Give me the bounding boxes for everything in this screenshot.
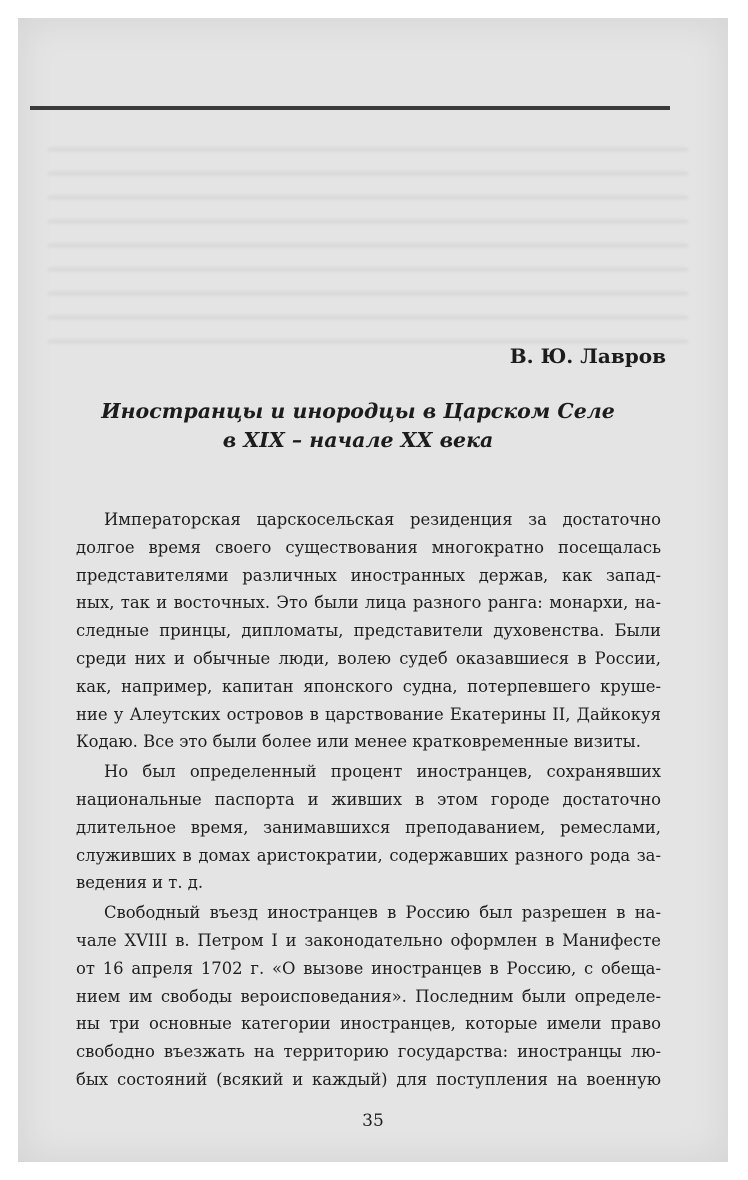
paragraph <box>76 758 661 897</box>
text-line: бых состояний (всякий и каждый) для поступления на военную <box>76 1069 661 1089</box>
article-body <box>76 506 661 1094</box>
text-line: Свободный въезд иностранцев в Россию был разрешен в на- <box>104 903 661 923</box>
paragraph <box>76 506 661 756</box>
page-number: 35 <box>362 1111 384 1131</box>
text-line: длительное время, занимавшихся преподаванием, ремеслами, <box>76 817 661 837</box>
text-line: свободно въезжать на территорию государства: иностранцы лю- <box>76 1042 661 1062</box>
text-line: следные принцы, дипломаты, представители духовенства. Были <box>76 621 661 641</box>
show-through-text <box>48 138 688 358</box>
text-line: Императорская царскосельская резиденция за достаточно <box>104 510 661 529</box>
text-line: долгое время своего существования многократно посещалась <box>76 537 661 557</box>
text-line: ны три основные категории иностранцев, которые имели право <box>76 1014 661 1034</box>
text-line: среди них и обычные люди, волею судеб оказавшиеся в России, <box>76 648 661 668</box>
text-line: ние у Алеутских островов в царствование Екатерины II, Дайкокуя <box>76 704 661 724</box>
text-line: ведения и т. д. <box>76 873 204 893</box>
author-name: В. Ю. Лавров <box>509 344 666 368</box>
text-line: нием им свободы вероисповедания». Последним были определе- <box>76 986 661 1006</box>
text-line: ных, так и восточных. Это были лица разного ранга: монархи, на- <box>76 593 661 613</box>
article-title-line-1: Иностранцы и инородцы в Царском Селе <box>101 399 615 423</box>
text-line: чале XVIII в. Петром I и законодательно оформлен в Манифесте <box>76 930 661 950</box>
text-line: Кодаю. Все это были более или менее кратковременные визиты. <box>76 732 641 752</box>
text-line: от 16 апреля 1702 г. «О вызове иностранцев в Россию, с обеща- <box>76 958 661 978</box>
text-line: национальные паспорта и живших в этом городе достаточно <box>76 789 661 809</box>
text-line: представителями различных иностранных держав, как запад- <box>76 565 661 585</box>
article-title-line-2: в XIX – начале XX века <box>222 428 494 452</box>
paragraph <box>76 899 661 1094</box>
header-rule <box>30 106 670 110</box>
text-line: как, например, капитан японского судна, потерпевшего круше- <box>76 676 661 696</box>
text-line: служивших в домах аристократии, содержавших разного рода за- <box>76 845 661 865</box>
text-line: Но был определенный процент иностранцев, сохранявших <box>104 762 661 782</box>
book-page <box>18 18 728 1162</box>
